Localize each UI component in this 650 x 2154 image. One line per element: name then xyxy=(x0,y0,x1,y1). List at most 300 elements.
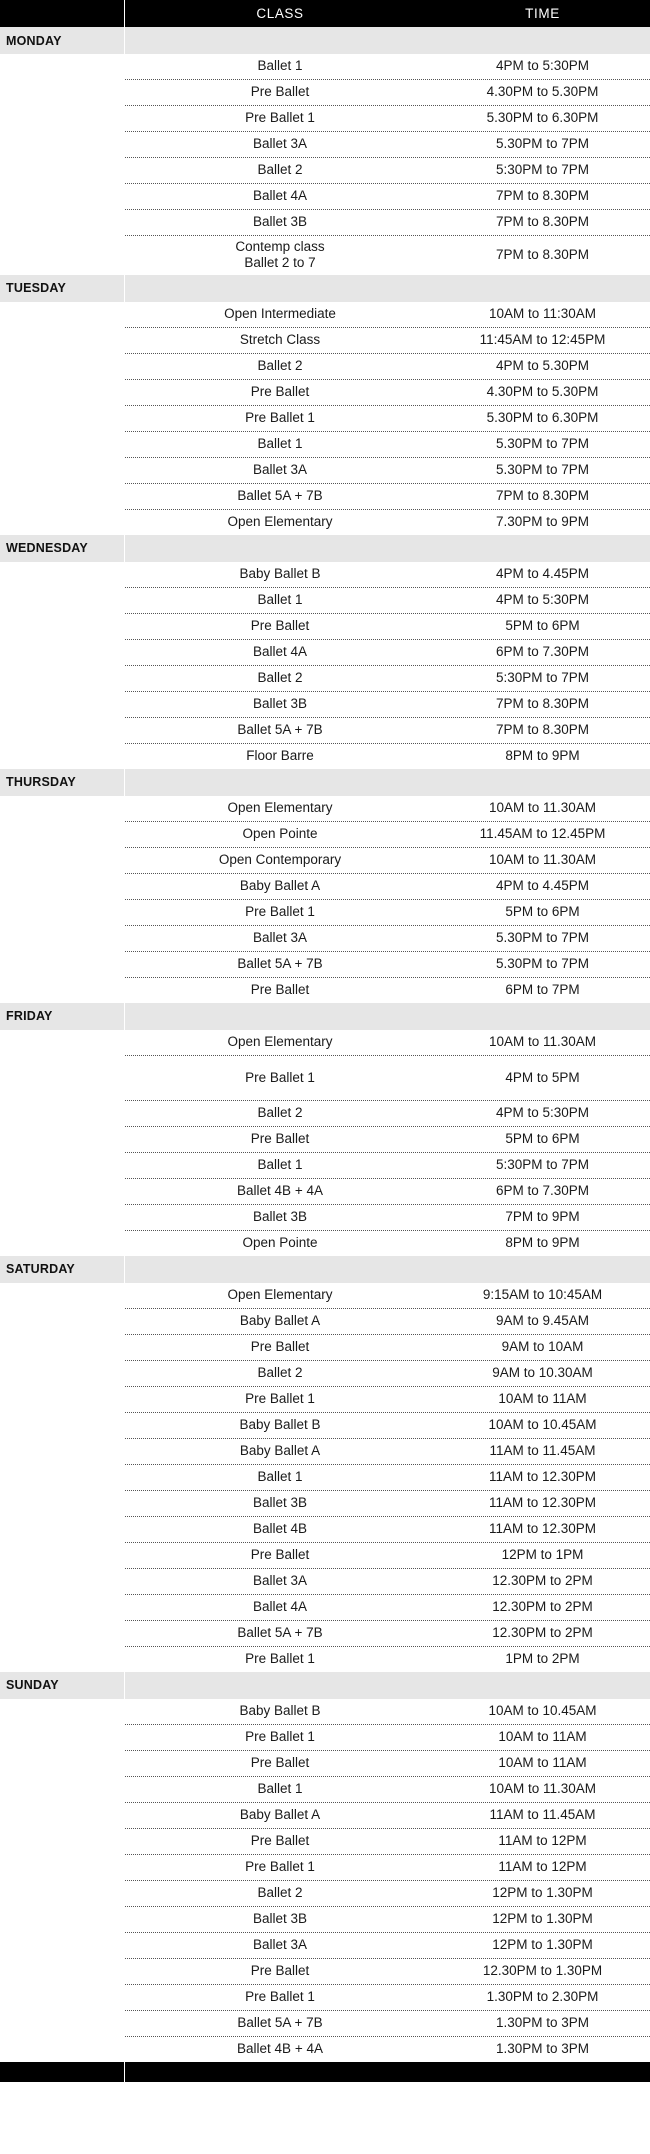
row-day-spacer xyxy=(0,1056,125,1100)
class-row[interactable] xyxy=(0,2037,650,2062)
row-day-spacer xyxy=(0,1621,125,1646)
class-time-cell: 10AM to 11:30AM xyxy=(488,306,597,322)
class-name-cell: Ballet 3A xyxy=(252,136,308,152)
class-row[interactable] xyxy=(0,1231,650,1256)
class-time-cell: 12.30PM to 2PM xyxy=(492,1599,593,1615)
day-section-header xyxy=(0,769,650,796)
class-time-cell: 11AM to 12PM xyxy=(498,1859,587,1875)
row-day-spacer xyxy=(0,1030,125,1055)
class-row[interactable] xyxy=(0,1335,650,1360)
table-header xyxy=(0,0,650,27)
row-day-spacer xyxy=(0,1855,125,1880)
day-section-header xyxy=(0,1003,650,1030)
class-row[interactable] xyxy=(0,1855,650,1880)
class-time-cell: 10AM to 11AM xyxy=(498,1755,587,1771)
day-band-time-cell xyxy=(435,769,650,796)
class-row[interactable] xyxy=(0,302,650,327)
day-name-label: SUNDAY xyxy=(0,1672,125,1699)
day-band-class-cell xyxy=(125,1003,435,1030)
row-day-spacer xyxy=(0,718,125,743)
row-day-spacer xyxy=(0,1595,125,1620)
row-day-spacer xyxy=(0,1569,125,1594)
class-time-cell: 11AM to 11.45AM xyxy=(489,1443,596,1459)
class-row[interactable] xyxy=(0,1056,650,1100)
class-time-cell: 11AM to 12PM xyxy=(498,1833,587,1849)
row-day-spacer xyxy=(0,848,125,873)
row-day-spacer xyxy=(0,302,125,327)
row-day-spacer xyxy=(0,1647,125,1672)
class-row[interactable] xyxy=(0,614,650,639)
class-time-cell: 12.30PM to 2PM xyxy=(492,1573,593,1589)
class-row[interactable] xyxy=(0,1985,650,2010)
class-time-cell: 5.30PM to 7PM xyxy=(495,136,590,152)
class-row[interactable] xyxy=(0,562,650,587)
row-day-spacer xyxy=(0,210,125,235)
class-row[interactable] xyxy=(0,132,650,157)
class-row[interactable] xyxy=(0,184,650,209)
class-time-cell: 11AM to 12.30PM xyxy=(488,1469,597,1485)
footer-class-cell xyxy=(125,2062,435,2082)
class-row[interactable] xyxy=(0,1829,650,1854)
class-time-cell: 11:45AM to 12:45PM xyxy=(479,332,606,348)
class-time-cell: 12PM to 1.30PM xyxy=(492,1911,593,1927)
day-section-header xyxy=(0,535,650,562)
class-name-cell: Ballet 4B xyxy=(252,1521,308,1537)
class-time-cell: 10AM to 11.30AM xyxy=(488,1781,597,1797)
class-row[interactable] xyxy=(0,1933,650,1958)
row-day-spacer xyxy=(0,132,125,157)
class-time-cell: 1.30PM to 3PM xyxy=(495,2015,590,2031)
class-name-cell: Ballet 2 xyxy=(257,1105,303,1121)
day-name-label: WEDNESDAY xyxy=(0,535,125,562)
class-row[interactable] xyxy=(0,1907,650,1932)
row-day-spacer xyxy=(0,822,125,847)
class-name-cell: Ballet 2 xyxy=(257,162,303,178)
class-row[interactable] xyxy=(0,1621,650,1646)
row-day-spacer xyxy=(0,1803,125,1828)
class-time-cell: 11AM to 12.30PM xyxy=(488,1495,597,1511)
row-day-spacer xyxy=(0,874,125,899)
class-row[interactable] xyxy=(0,952,650,977)
row-day-spacer xyxy=(0,158,125,183)
class-time-cell: 9AM to 10AM xyxy=(501,1339,584,1355)
class-name-cell: Pre Ballet xyxy=(250,1339,310,1355)
footer-time-cell xyxy=(435,2062,650,2082)
day-band-class-cell xyxy=(125,1256,435,1283)
class-row[interactable] xyxy=(0,874,650,899)
row-day-spacer xyxy=(0,1751,125,1776)
row-day-spacer xyxy=(0,1387,125,1412)
class-name-cell: Ballet 3B xyxy=(252,1209,308,1225)
class-name-cell: Baby Ballet B xyxy=(239,1703,321,1719)
class-name-cell: Ballet 4A xyxy=(252,644,308,660)
class-time-cell: 7PM to 8.30PM xyxy=(495,696,590,712)
class-row[interactable] xyxy=(0,666,650,691)
class-row[interactable] xyxy=(0,692,650,717)
day-section-header xyxy=(0,275,650,302)
day-band-class-cell xyxy=(125,535,435,562)
class-time-cell: 7.30PM to 9PM xyxy=(495,514,590,530)
row-day-spacer xyxy=(0,1101,125,1126)
class-time-cell: 10AM to 11.30AM xyxy=(488,800,597,816)
class-row[interactable] xyxy=(0,1517,650,1542)
class-time-cell: 5PM to 6PM xyxy=(505,904,580,920)
row-day-spacer xyxy=(0,484,125,509)
class-time-cell: 4PM to 5:30PM xyxy=(495,58,590,74)
class-row[interactable] xyxy=(0,1030,650,1055)
day-band-time-cell xyxy=(435,1256,650,1283)
row-day-spacer xyxy=(0,1413,125,1438)
class-time-cell: 10AM to 10.45AM xyxy=(488,1703,597,1719)
header-day-cell xyxy=(0,0,125,27)
day-band-time-cell xyxy=(435,1672,650,1699)
class-time-cell: 1.30PM to 2.30PM xyxy=(486,1989,599,2005)
class-row[interactable] xyxy=(0,1439,650,1464)
row-day-spacer xyxy=(0,432,125,457)
class-row[interactable] xyxy=(0,1127,650,1152)
class-name-cell: Ballet 4A xyxy=(252,188,308,204)
row-day-spacer xyxy=(0,1335,125,1360)
class-name-cell: Baby Ballet A xyxy=(239,878,321,894)
class-name-cell: Pre Ballet xyxy=(250,1755,310,1771)
class-time-cell: 5PM to 6PM xyxy=(505,618,580,634)
class-time-cell: 4.30PM to 5.30PM xyxy=(486,84,599,100)
class-time-cell: 5.30PM to 7PM xyxy=(495,956,590,972)
class-name-cell: Baby Ballet B xyxy=(239,566,321,582)
class-name-cell: Ballet 3B xyxy=(252,214,308,230)
class-row[interactable] xyxy=(0,106,650,131)
class-name-cell: Pre Ballet 1 xyxy=(245,410,315,426)
class-name-cell: Ballet 3B xyxy=(252,1911,308,1927)
class-row[interactable] xyxy=(0,458,650,483)
class-name-cell: Open Intermediate xyxy=(224,306,336,322)
class-row[interactable] xyxy=(0,1777,650,1802)
class-row[interactable] xyxy=(0,432,650,457)
class-row[interactable] xyxy=(0,1205,650,1230)
class-time-cell: 10AM to 10.45AM xyxy=(488,1417,597,1433)
table-footer xyxy=(0,2062,650,2082)
class-name-cell: Baby Ballet B xyxy=(239,1417,321,1433)
row-day-spacer xyxy=(0,900,125,925)
class-name-cell: Ballet 1 xyxy=(257,58,303,74)
class-name-cell: Ballet 1 xyxy=(257,1469,303,1485)
row-day-spacer xyxy=(0,1127,125,1152)
row-day-spacer xyxy=(0,1179,125,1204)
class-name-cell: Ballet 1 xyxy=(257,592,303,608)
class-time-cell: 5:30PM to 7PM xyxy=(495,1157,590,1173)
class-name-cell: Ballet 3B xyxy=(252,1495,308,1511)
row-day-spacer xyxy=(0,1907,125,1932)
class-row[interactable] xyxy=(0,1803,650,1828)
class-row[interactable] xyxy=(0,1569,650,1594)
class-time-cell: 10AM to 11.30AM xyxy=(488,852,597,868)
class-name-cell: Pre Ballet 1 xyxy=(245,1651,315,1667)
header-time-label: TIME xyxy=(525,6,560,21)
class-row[interactable] xyxy=(0,354,650,379)
row-day-spacer xyxy=(0,406,125,431)
row-day-spacer xyxy=(0,2037,125,2062)
class-row[interactable] xyxy=(0,236,650,275)
class-row[interactable] xyxy=(0,1699,650,1724)
class-name-cell: Ballet 1 xyxy=(257,1157,303,1173)
row-day-spacer xyxy=(0,1985,125,2010)
day-name-label: FRIDAY xyxy=(0,1003,125,1030)
day-name-label: SATURDAY xyxy=(0,1256,125,1283)
class-time-cell: 10AM to 11.30AM xyxy=(488,1034,597,1050)
row-day-spacer xyxy=(0,666,125,691)
row-day-spacer xyxy=(0,588,125,613)
class-name-cell: Pre Ballet xyxy=(250,384,310,400)
class-name-cell: Ballet 5A + 7B xyxy=(237,722,323,738)
class-row[interactable] xyxy=(0,1595,650,1620)
class-name-cell: Pre Ballet 1 xyxy=(245,1989,315,2005)
class-name-cell: Ballet 2 xyxy=(257,358,303,374)
row-day-spacer xyxy=(0,1153,125,1178)
class-time-cell: 7PM to 9PM xyxy=(505,1209,580,1225)
class-row[interactable] xyxy=(0,1647,650,1672)
class-name-cell: Ballet 1 xyxy=(257,1781,303,1797)
row-day-spacer xyxy=(0,380,125,405)
class-time-cell: 9AM to 9.45AM xyxy=(495,1313,590,1329)
class-row[interactable] xyxy=(0,1491,650,1516)
class-name-cell: Baby Ballet A xyxy=(239,1443,321,1459)
day-name-label: THURSDAY xyxy=(0,769,125,796)
class-time-cell: 5.30PM to 7PM xyxy=(495,436,590,452)
header-class-label: CLASS xyxy=(256,6,304,21)
class-row[interactable] xyxy=(0,1361,650,1386)
class-time-cell: 10AM to 11AM xyxy=(498,1391,587,1407)
class-time-cell: 5PM to 6PM xyxy=(505,1131,580,1147)
class-row[interactable] xyxy=(0,328,650,353)
class-name-cell: Open Pointe xyxy=(242,1235,318,1251)
class-name-cell: Floor Barre xyxy=(246,748,314,764)
class-name-cell: Ballet 2 xyxy=(257,1885,303,1901)
class-time-cell: 5.30PM to 7PM xyxy=(495,462,590,478)
row-day-spacer xyxy=(0,926,125,951)
class-name-cell: Ballet 2 xyxy=(257,670,303,686)
day-section-header xyxy=(0,1256,650,1283)
day-band-class-cell xyxy=(125,769,435,796)
row-day-spacer xyxy=(0,510,125,535)
row-day-spacer xyxy=(0,796,125,821)
class-time-cell: 7PM to 8.30PM xyxy=(495,722,590,738)
row-day-spacer xyxy=(0,562,125,587)
row-day-spacer xyxy=(0,1439,125,1464)
class-name-cell: Baby Ballet A xyxy=(239,1313,321,1329)
class-name-cell: Pre Ballet 1 xyxy=(245,1729,315,1745)
class-time-cell: 1.30PM to 3PM xyxy=(495,2041,590,2057)
class-row[interactable] xyxy=(0,1725,650,1750)
class-row[interactable] xyxy=(0,822,650,847)
class-name-cell: Pre Ballet 1 xyxy=(245,1391,315,1407)
class-name-line-2: Ballet 2 to 7 xyxy=(244,255,316,271)
class-name-cell: Pre Ballet xyxy=(250,618,310,634)
class-name-cell: Pre Ballet xyxy=(250,1963,310,1979)
class-row[interactable] xyxy=(0,1751,650,1776)
class-time-cell: 4.30PM to 5.30PM xyxy=(486,384,599,400)
row-day-spacer xyxy=(0,692,125,717)
class-name-cell: Pre Ballet xyxy=(250,1131,310,1147)
row-day-spacer xyxy=(0,458,125,483)
row-day-spacer xyxy=(0,184,125,209)
day-band-class-cell xyxy=(125,1672,435,1699)
class-time-cell: 11.45AM to 12.45PM xyxy=(479,826,606,842)
row-day-spacer xyxy=(0,236,125,275)
row-day-spacer xyxy=(0,80,125,105)
row-day-spacer xyxy=(0,1465,125,1490)
class-row[interactable] xyxy=(0,1959,650,1984)
row-day-spacer xyxy=(0,1205,125,1230)
class-time-cell: 9AM to 10.30AM xyxy=(492,1365,593,1381)
row-day-spacer xyxy=(0,1881,125,1906)
row-day-spacer xyxy=(0,106,125,131)
class-row[interactable] xyxy=(0,210,650,235)
class-row[interactable] xyxy=(0,1413,650,1438)
row-day-spacer xyxy=(0,1309,125,1334)
class-time-cell: 4PM to 4.45PM xyxy=(495,878,590,894)
row-day-spacer xyxy=(0,1283,125,1308)
class-row[interactable] xyxy=(0,978,650,1003)
class-time-cell: 7PM to 8.30PM xyxy=(495,214,590,230)
class-row[interactable] xyxy=(0,900,650,925)
class-row[interactable] xyxy=(0,54,650,79)
class-row[interactable] xyxy=(0,1881,650,1906)
class-row[interactable] xyxy=(0,718,650,743)
class-row[interactable] xyxy=(0,1101,650,1126)
class-time-cell: 4PM to 5:30PM xyxy=(495,592,590,608)
class-name-cell: Pre Ballet 1 xyxy=(245,110,315,126)
class-time-cell: 11AM to 11.45AM xyxy=(489,1807,596,1823)
day-band-time-cell xyxy=(435,535,650,562)
class-name-cell: Ballet 3A xyxy=(252,1937,308,1953)
row-day-spacer xyxy=(0,1543,125,1568)
row-day-spacer xyxy=(0,978,125,1003)
class-name-cell: Stretch Class xyxy=(239,332,321,348)
row-day-spacer xyxy=(0,1231,125,1256)
class-name-cell: Ballet 5A + 7B xyxy=(237,488,323,504)
class-row[interactable] xyxy=(0,640,650,665)
class-row[interactable] xyxy=(0,1387,650,1412)
class-time-cell: 8PM to 9PM xyxy=(505,1235,580,1251)
class-row[interactable] xyxy=(0,1179,650,1204)
class-row[interactable] xyxy=(0,484,650,509)
class-time-cell: 5:30PM to 7PM xyxy=(495,670,590,686)
class-row[interactable] xyxy=(0,80,650,105)
row-day-spacer xyxy=(0,1491,125,1516)
day-name-label: TUESDAY xyxy=(0,275,125,302)
row-day-spacer xyxy=(0,1829,125,1854)
day-section-header xyxy=(0,27,650,54)
class-time-cell: 6PM to 7PM xyxy=(505,982,580,998)
row-day-spacer xyxy=(0,614,125,639)
class-row[interactable] xyxy=(0,158,650,183)
row-day-spacer xyxy=(0,1517,125,1542)
class-name-cell: Open Pointe xyxy=(242,826,318,842)
class-row[interactable] xyxy=(0,2011,650,2036)
class-time-cell: 8PM to 9PM xyxy=(505,748,580,764)
class-row[interactable] xyxy=(0,744,650,769)
class-row[interactable] xyxy=(0,406,650,431)
class-time-cell: 5.30PM to 6.30PM xyxy=(486,110,599,126)
class-name-cell: Ballet 1 xyxy=(257,436,303,452)
class-row[interactable] xyxy=(0,796,650,821)
class-time-cell: 7PM to 8.30PM xyxy=(495,188,590,204)
class-time-cell: 10AM to 11AM xyxy=(498,1729,587,1745)
class-name-cell: Open Contemporary xyxy=(218,852,342,868)
class-name-cell: Pre Ballet 1 xyxy=(245,1069,315,1085)
day-band-class-cell xyxy=(125,275,435,302)
class-time-cell: 12.30PM to 1.30PM xyxy=(482,1963,603,1979)
class-row[interactable] xyxy=(0,1283,650,1308)
class-name-cell: Open Elementary xyxy=(227,800,333,816)
class-time-cell: 4PM to 5.30PM xyxy=(495,358,590,374)
row-day-spacer xyxy=(0,1361,125,1386)
row-day-spacer xyxy=(0,1959,125,1984)
row-day-spacer xyxy=(0,328,125,353)
class-name-cell: Pre Ballet xyxy=(250,1547,310,1563)
class-name-cell xyxy=(125,236,435,275)
class-row[interactable] xyxy=(0,588,650,613)
class-time-cell: 7PM to 8.30PM xyxy=(495,488,590,504)
class-name-cell: Open Elementary xyxy=(227,1287,333,1303)
day-band-time-cell xyxy=(435,1003,650,1030)
class-name-cell: Ballet 3A xyxy=(252,462,308,478)
days-container xyxy=(0,27,650,2062)
class-name-cell: Pre Ballet xyxy=(250,84,310,100)
class-row[interactable] xyxy=(0,1309,650,1334)
row-day-spacer xyxy=(0,1725,125,1750)
class-time-cell: 4PM to 4.45PM xyxy=(495,566,590,582)
class-name-cell: Ballet 3A xyxy=(252,1573,308,1589)
class-row[interactable] xyxy=(0,380,650,405)
class-time-cell: 12PM to 1.30PM xyxy=(492,1937,593,1953)
class-name-cell: Baby Ballet A xyxy=(239,1807,321,1823)
class-name-cell: Ballet 2 xyxy=(257,1365,303,1381)
class-time-cell: 9:15AM to 10:45AM xyxy=(482,1287,603,1303)
class-name-cell: Pre Ballet xyxy=(250,982,310,998)
day-band-time-cell xyxy=(435,27,650,54)
class-name-cell: Ballet 3A xyxy=(252,930,308,946)
class-name-cell: Ballet 5A + 7B xyxy=(237,2015,323,2031)
class-name-cell: Open Elementary xyxy=(227,514,333,530)
day-band-time-cell xyxy=(435,275,650,302)
class-row[interactable] xyxy=(0,1153,650,1178)
class-name-cell: Ballet 5A + 7B xyxy=(237,1625,323,1641)
class-time-cell: 6PM to 7.30PM xyxy=(495,644,590,660)
class-time-cell: 12.30PM to 2PM xyxy=(492,1625,593,1641)
row-day-spacer xyxy=(0,952,125,977)
class-row[interactable] xyxy=(0,926,650,951)
class-row[interactable] xyxy=(0,1543,650,1568)
class-time-cell: 6PM to 7.30PM xyxy=(495,1183,590,1199)
class-time-cell: 12PM to 1PM xyxy=(501,1547,584,1563)
class-time-cell: 5.30PM to 6.30PM xyxy=(486,410,599,426)
class-time-cell: 7PM to 8.30PM xyxy=(495,247,590,263)
row-day-spacer xyxy=(0,640,125,665)
class-time-cell: 11AM to 12.30PM xyxy=(488,1521,597,1537)
class-name-cell: Ballet 4A xyxy=(252,1599,308,1615)
class-row[interactable] xyxy=(0,1465,650,1490)
class-row[interactable] xyxy=(0,848,650,873)
class-row[interactable] xyxy=(0,510,650,535)
class-time-cell: 12PM to 1.30PM xyxy=(492,1885,593,1901)
row-day-spacer xyxy=(0,1777,125,1802)
row-day-spacer xyxy=(0,1699,125,1724)
row-day-spacer xyxy=(0,2011,125,2036)
footer-day-cell xyxy=(0,2062,125,2082)
class-name-cell: Ballet 4B + 4A xyxy=(237,1183,323,1199)
row-day-spacer xyxy=(0,1933,125,1958)
